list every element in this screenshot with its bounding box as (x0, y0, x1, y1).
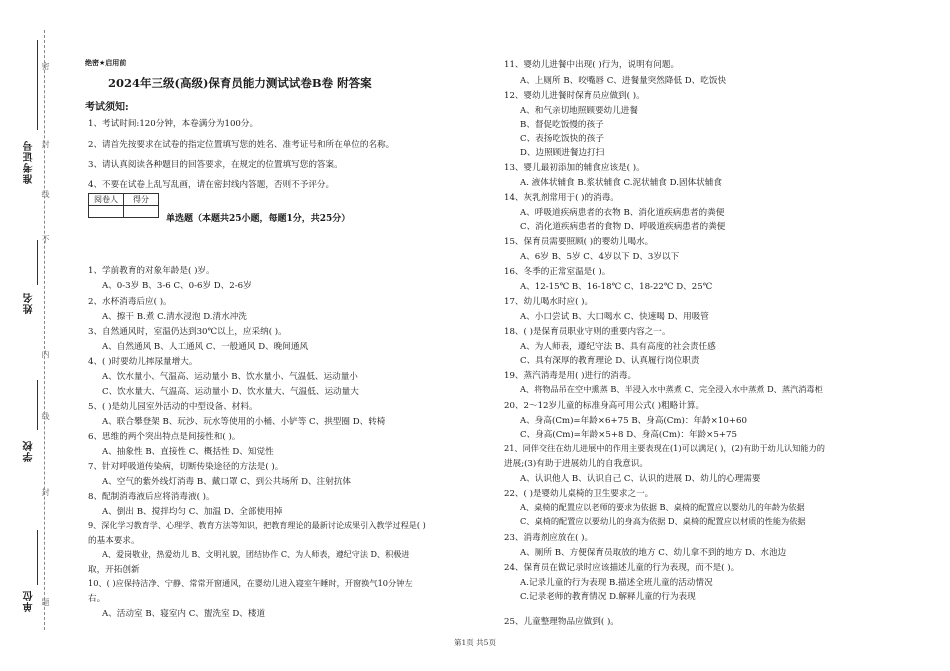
seal-line (44, 30, 45, 630)
seal-mark: 线 (41, 412, 50, 420)
option-line: C、表扬吃饭快的孩子 (520, 134, 604, 144)
option-line: A、12-15℃ B、16-18℃ C、18-22℃ D、25℃ (520, 282, 713, 292)
option-line: C、消化道疾病患者的食物 D、呼吸道疾病患者的粪便 (520, 222, 726, 232)
seal-mark: 题 (41, 598, 50, 606)
question-line: 21、同伴交往在幼儿进展中的作用主要表现在(1)可以满足( )，(2)有助于幼儿认知能力的 (504, 443, 825, 453)
notice-heading: 考试须知: (85, 102, 129, 113)
question-line: 19、蒸汽消毒是用( )进行的消毒。 (504, 371, 637, 381)
question-line: 2、水杯消毒后应( )。 (88, 297, 172, 307)
question-line: 11、婴幼儿进餐中出现( )行为，说明有问题。 (504, 60, 680, 70)
name-underline (37, 240, 38, 285)
option-line: A. 液体状辅食 B.浆状辅食 C.泥状辅食 D.固体状辅食 (520, 178, 722, 188)
question-line: 24、保育员在做记录时应该描述儿童的行为表现，而不是( )。 (504, 563, 740, 573)
label-unit: 单位 (24, 590, 35, 612)
question-line: 25、儿童整理物品应做到( )。 (504, 617, 619, 627)
option-line: A、厕所 B、方便保育员取放的地方 C、幼儿拿不到的地方 D、水池边 (520, 548, 787, 558)
option-line: A、桌椅的配置应以老师的要求为依据 B、桌椅的配置应以婴幼儿的年龄为依据 (520, 502, 805, 512)
question-line: 18、( )是保育员职业守则的重要内容之一。 (504, 327, 671, 337)
notice-item: 2、请首先按要求在试卷的指定位置填写您的姓名、准考证号和所在单位的名称。 (88, 140, 395, 150)
label-exam-number: 准考证号 (24, 140, 35, 184)
secret-label: 绝密★启用前 (85, 59, 127, 67)
option-line: A、6岁 B、5岁 C、4岁以下 D、3岁以下 (520, 252, 680, 262)
option-line: A、擦干 B.煮 C.清水浸泡 D.清水冲洗 (102, 312, 247, 322)
question-line: 1、学前教育的对象年龄是( )岁。 (88, 266, 215, 276)
seal-mark: 封 (41, 488, 50, 496)
question-line: 23、消毒剂应放在( )。 (504, 533, 594, 543)
option-line: C、饮水量大、气温高、运动量小 D、饮水量大、气温低、运动量大 (102, 387, 359, 397)
question-line: 13、婴儿最初添加的辅食应该是( )。 (504, 163, 645, 173)
option-line: A、0-3岁 B、3-6 C、0-6岁 D、2-6岁 (102, 281, 252, 291)
option-line: A、将物品吊在空中熏蒸 B、半浸入水中蒸煮 C、完全浸入水中蒸煮 D、蒸汽消毒柜 (520, 384, 823, 394)
page-footer: 第1页 共5页 (454, 638, 496, 647)
question-line: 7、针对呼吸道传染病，切断传染途径的方法是( )。 (88, 462, 284, 472)
option-line: A、活动室 B、寝室内 C、盥洗室 D、楼道 (102, 609, 266, 619)
question-line: 22、( )是婴幼儿桌椅的卫生要求之一。 (504, 489, 654, 499)
option-line: A、小口尝试 B、大口喝水 C、快速喝 D、用吸管 (520, 312, 709, 322)
option-line: A、联合攀登架 B、玩沙、玩水等使用的小桶、小铲等 C、拱型圈 D、转椅 (102, 417, 386, 427)
option-line: A、身高(Cm)=年龄×6+75 B、身高(Cm)：年龄×10+60 (520, 416, 747, 426)
option-line: A、抽象性 B、直接性 C、概括性 D、知觉性 (102, 447, 274, 457)
question-line: 9、深化学习教育学、心理学、教育方法等知识，把教育理论的最新讨论成果引入教学过程是( ) (88, 520, 426, 530)
question-line: 10、( )应保持洁净、宁静、常常开窗通风，在婴幼儿进入寝室午睡时，开窗换气10分钟左 (88, 578, 413, 588)
option-line: A、自然通风 B、人工通风 C、一般通风 D、晚间通风 (102, 342, 309, 352)
option-line: A、饮水量小、气温高、运动量小 B、饮水量小、气温低、运动量小 (102, 372, 358, 382)
label-name: 姓名 (24, 292, 35, 314)
option-line: A、呼吸道疾病患者的衣物 B、消化道疾病患者的粪便 (520, 208, 725, 218)
question-line: 5、( )是幼儿园室外活动的中型设备、材料。 (88, 402, 258, 412)
option-line: A、空气的紫外线灯消毒 B、戴口罩 C、到公共场所 D、注射抗体 (102, 477, 352, 487)
question-line: 进展;(3)有助于进展幼儿的自我意识。 (504, 459, 648, 469)
option-line: A、认识他人 B、认识自己 C、认识的进展 D、幼儿的心理需要 (520, 474, 761, 484)
option-line: A、爱岗敬业，热爱幼儿 B、文明礼貌，团结协作 C、为人师表，遵纪守法 D、积极进 (102, 549, 410, 559)
option-line: A、上厕所 B、咬嘴唇 C、进餐量突然降低 D、吃饭快 (520, 76, 727, 86)
option-line: A、为人师表，遵纪守法 B、具有高度的社会责任感 (520, 342, 716, 352)
score-table (88, 193, 159, 218)
section-heading: 单选题（本题共25小题，每题1分，共25分） (166, 214, 351, 224)
option-line: A、和气亲切地照顾要幼儿进餐 (520, 106, 638, 116)
seal-mark: 内 (41, 350, 50, 358)
score-cell: 得分 (124, 194, 159, 206)
seal-mark: 线 (41, 190, 50, 198)
label-school: 学校 (24, 440, 35, 462)
notice-item: 1、考试时间:120分钟，本卷满分为100分。 (88, 119, 259, 129)
question-line: 16、冬季的正常室温是( )。 (504, 267, 611, 277)
seal-mark: 不 (41, 235, 50, 243)
question-line: 17、幼儿喝水时应( )。 (504, 297, 594, 307)
question-line: 12、婴幼儿进餐时保育员应做到( )。 (504, 91, 645, 101)
question-line: 14、灰乳剂常用于( )的消毒。 (504, 193, 619, 203)
option-line: C、身高(Cm)=年龄×5+8 D、身高(Cm)：年龄×5+75 (520, 430, 737, 440)
seal-mark: 密 (41, 62, 50, 70)
exam-number-underline (37, 40, 38, 130)
question-line: 15、保育员需要照顾( )的婴幼儿喝水。 (504, 237, 654, 247)
reviewer-cell: 阅卷人 (89, 194, 124, 206)
reviewer-blank[interactable] (89, 206, 124, 218)
option-line: A、倒出 B、搅拌均匀 C、加温 D、全部使用掉 (102, 507, 283, 517)
option-line: 取，开拓创新 (88, 565, 140, 575)
score-blank[interactable] (124, 206, 159, 218)
question-line: 20、2～12岁儿童的标准身高可用公式( )粗略计算。 (504, 401, 705, 411)
question-line: 3、自然通风时，室温仍达到30℃以上，应采纳( )。 (88, 327, 287, 337)
option-line: C、桌椅的配置应以要幼儿的身高为依据 D、桌椅的配置应以材质的性能为依据 (520, 516, 806, 526)
option-line: B、督促吃饭慢的孩子 (520, 120, 604, 130)
question-line: 8、配制消毒液后应将消毒液( )。 (88, 492, 215, 502)
question-line: 4、( )时要幼儿摔尿量增大。 (88, 357, 198, 367)
binding-margin (0, 0, 70, 671)
option-line: C、具有深厚的教育理论 D、认真履行岗位职责 (520, 356, 700, 366)
question-line: 的基本要求。 (88, 536, 140, 546)
unit-underline (37, 530, 38, 585)
school-underline (37, 380, 38, 430)
option-line: A.记录儿童的行为表现 B.描述全班儿童的活动情况 (520, 578, 713, 588)
option-line: C.记录老师的教育情况 D.解释儿童的行为表现 (520, 592, 696, 602)
notice-item: 4、不要在试卷上乱写乱画，请在密封线内答题，否则不予评分。 (88, 180, 335, 190)
page-title: 2024年三级(高级)保育员能力测试试卷B卷 附答案 (108, 76, 372, 90)
notice-item: 3、请认真阅读各种题目的回答要求，在规定的位置填写您的答案。 (88, 160, 343, 170)
question-line: 6、思维的两个突出特点是间接性和( )。 (88, 432, 241, 442)
question-line: 右。 (88, 594, 106, 604)
option-line: D、边照顾进餐边打扫 (520, 148, 605, 158)
seal-mark: 封 (41, 140, 50, 148)
